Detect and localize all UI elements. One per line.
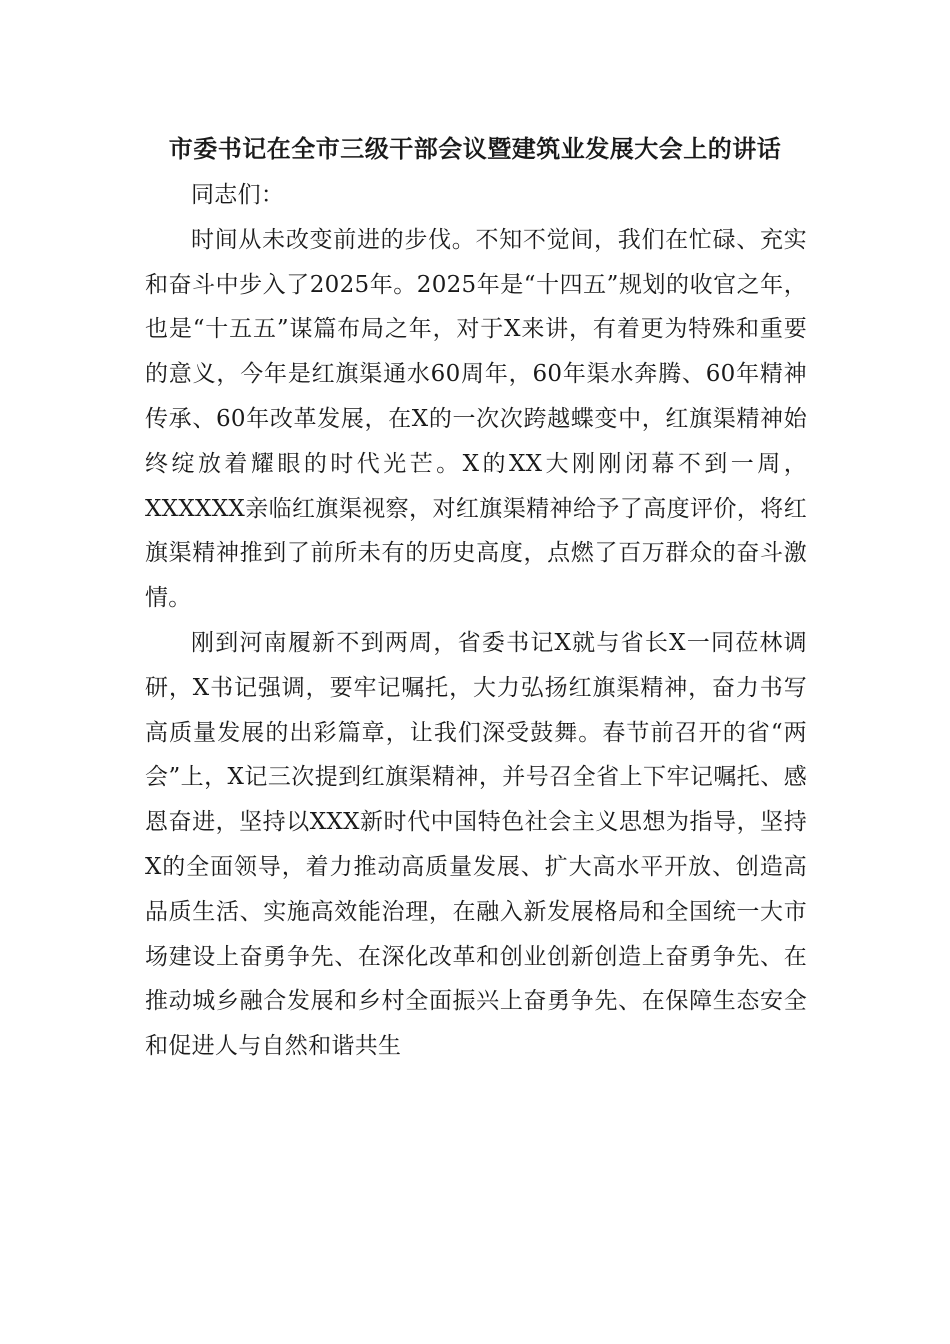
salutation: 同志们： <box>191 182 285 208</box>
paragraph-2: 刚到河南履新不到两周，省委书记X就与省长X一同莅林调研，X书记强调，要牢记嘱托，大力弘扬红旗渠精神，奋力书写高质量发展的出彩篇章，让我们深受鼓舞。春节前召开的省“两会”上，X记三次提到红旗渠精神，并号召全省上下牢记嘱托、感恩奋进，坚持以XXX新时代中国特色社会主义思想为指导，坚持X的全面领导，着力推动高质量发展、扩大高水平开放、创造高品质生活、实施高效能治理，在融入新发展格局和全国统一大市场建设上奋勇争先、在深化改革和创业创新创造上奋勇争先、在推动城乡融合发展和乡村全面振兴上奋勇争先、在保障生态安全和促进人与自然和谐共生 <box>145 629 807 1060</box>
paragraph-1: 时间从未改变前进的步伐。不知不觉间，我们在忙碌、充实和奋斗中步入了2025年。2025年是“十四五”规划的收官之年，也是“十五五”谋篇布局之年，对于X来讲，有着更为特殊和重要的意义，今年是红旗渠通水60周年，60年渠水奔腾、60年精神传承、60年改革发展，在X的一次次跨越蝶变中，红旗渠精神始终绽放着耀眼的时代光芒。X的XX大刚刚闭幕不到一周，XXXXXX亲临红旗渠视察，对红旗渠精神给予了高度评价，将红旗渠精神推到了前所未有的历史高度，点燃了百万群众的奋斗激情。 <box>145 226 807 612</box>
document-body <box>145 173 807 1069</box>
document-title: 市委书记在全市三级干部会议暨建筑业发展大会上的讲话 <box>168 135 782 163</box>
